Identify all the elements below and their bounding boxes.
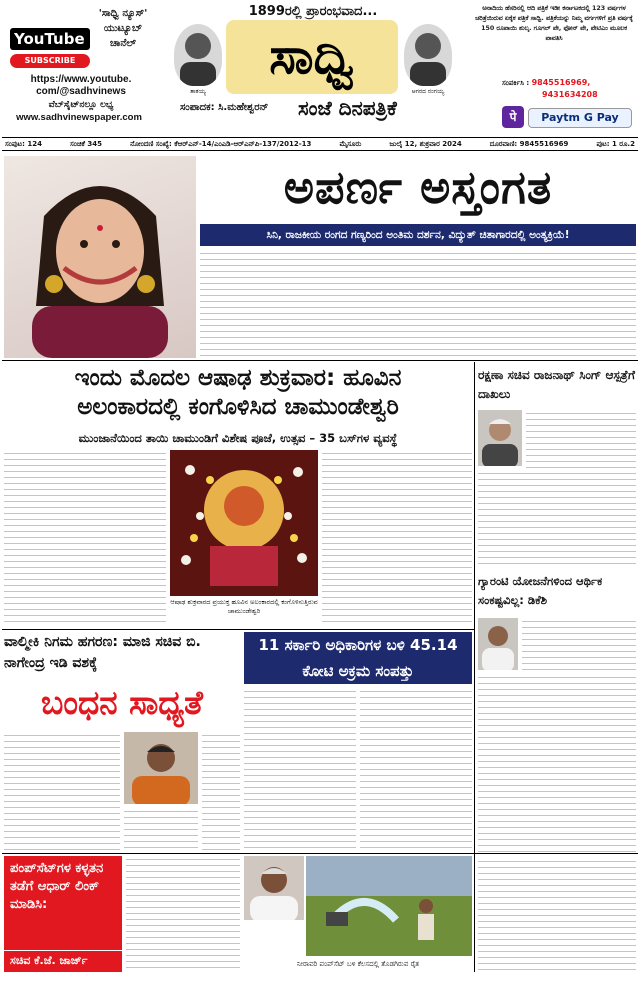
lead-photo xyxy=(4,156,196,358)
lead-body-text xyxy=(200,250,636,358)
section-rule xyxy=(2,629,474,630)
ashada-body-left xyxy=(4,450,166,626)
ashada-subhead: ಮುಂಜಾನೆಯಿಂದ ತಾಯಿ ಚಾಮುಂಡಿಗೆ ವಿಶೇಷ ಪೂಜೆ, ಉತ್ಸವ – 35 ಬಸ್‌ಗಳ ವ್ಯವಸ್ಥೆ xyxy=(78,431,398,445)
pumpset-body-right xyxy=(478,858,636,972)
phonepe-icon[interactable]: पे xyxy=(502,106,524,128)
contact-line: ಸಂಪರ್ಕಿಸಿ : 9845516969, xyxy=(502,78,591,87)
dkshi-photo xyxy=(478,618,518,670)
ashada-body-right xyxy=(322,450,472,626)
ashada-headline: ಇಂದು ಮೊದಲ ಆಷಾಢ ಶುಕ್ರವಾರ: ಹೂವಿನ ಅಲಂಕಾರದಲ್ಲಿ ಕಂಗೊಳಿಸಿದ ಚಾಮುಂಡೇಶ್ವರಿ xyxy=(74,365,402,420)
price: ಪುಟ: 1 ರೂ.2 xyxy=(596,139,635,148)
issue: ಸಂಚಿಕೆ 345 xyxy=(70,139,103,148)
rajnath-photo xyxy=(478,410,522,466)
website-label: ವೆಬ್‌ಸೈಟ್‌ನಲ್ಲೂ ಲಭ್ಯ xyxy=(48,100,114,110)
pumpset-photo xyxy=(306,856,472,956)
portrait-right-caption: ಆಗರದ ರಂಗಯ್ಯ xyxy=(411,88,445,95)
ashada-photo xyxy=(170,450,318,596)
website-url[interactable]: www.sadhvinewspaper.com xyxy=(16,112,142,123)
youtube-url[interactable]: https://www.youtube. com/@sadhvinews xyxy=(30,74,132,97)
pumpset-byline: ಸಚಿವ ಕೆ.ಜೆ. ಜಾರ್ಜ್ xyxy=(4,950,122,972)
subscribe-button[interactable]: SUBSCRIBE xyxy=(10,54,90,68)
lead-subhead: ಸಿನಿ, ರಾಜಕೀಯ ರಂಗದ ಗಣ್ಯರಿಂದ ಅಂತಿಮ ದರ್ಶನ, ವಿದ್ಯುತ್ ಚಿತಾಗಾರದಲ್ಲಿ ಅಂತ್ಯಕ್ರಿಯೆ! xyxy=(200,224,636,246)
promo-text: ಅನಾದಿಯ ಹೆಸರಿನಲ್ಲಿ ಆದಿ ಪತ್ರಿಕೆ ಇಡೀ ಕರ್ನಾಟಕದಲ್ಲಿ 123 ವರ್ಷಗಳ ಚರಿತ್ರೆಯಿರುವ ಏಕೈಕ ಪತ್ರಿಕೆ ಸಾಧ್ವಿ. ಪತ್ರಿಕೆಯನ್ನು ನಿಮ್ಮ ವರ್ಗಗಳಿಗೆ ಪ್ರತಿ ವರ್ಷಕ್ಕೆ 150 ರೂಪಾಯಿ ಶುಲ್ಕ. ಗೂಗಲ್ ಪೇ, ಫೋನ್ ಪೇ, ಪೇಟಿಎಂ ಮೂಲಕ ಪಾವತಿಸಿ xyxy=(475,5,633,42)
portrait-right xyxy=(404,24,452,86)
officers-headline: 11 ಸರ್ಕಾರಿ ಅಧಿಕಾರಿಗಳ ಬಳಿ 45.14 ಕೋಟಿ ಅಕ್ರಮ ಸಂಪತ್ತು xyxy=(244,632,472,684)
editor-line: ಸಂಪಾದಕ: ಸಿ.ಮಹೇಶ್ವರನ್ xyxy=(180,102,269,113)
phone: ದೂರವಾಣಿ: 9845516969 xyxy=(489,139,569,148)
channel-title: 'ಸಾಧ್ವಿ ನ್ಯೂಸ್' ಯುಟ್ಯೂಬ್ ಚಾನೆಲ್ xyxy=(98,8,148,49)
issue-info-bar xyxy=(2,137,638,151)
george-photo xyxy=(244,856,304,920)
volume: ಸಂಪುಟ: 124 xyxy=(5,139,42,148)
valmiki-body-left xyxy=(4,732,120,850)
masthead-logo: ಸಾಧ್ವಿ xyxy=(226,20,398,94)
valmiki-body-right xyxy=(202,732,240,850)
city: ಮೈಸೂರು xyxy=(339,139,362,148)
guarantee-headline: ಗ್ಯಾರಂಟಿ ಯೋಜನೆಗಳಿಂದ ಆರ್ಥಿಕ ಸಂಕಷ್ಟವಿಲ್ಲ: ಡಿಕೆಶಿ xyxy=(478,574,603,607)
youtube-promo xyxy=(4,2,154,125)
lead-headline: ಅಪರ್ಣ ಅಸ್ತಂಗತ xyxy=(283,160,553,214)
rajnath-body-top xyxy=(526,410,636,468)
masthead-logo-block xyxy=(168,2,458,127)
rajnath-body xyxy=(478,470,636,568)
rajnath-headline: ರಕ್ಷಣಾ ಸಚಿವ ರಾಜನಾಥ್ ಸಿಂಗ್ ಆಸ್ಪತ್ರೆಗೆ ದಾಖಲು xyxy=(478,368,635,401)
officers-body-col1 xyxy=(244,688,356,850)
nagendra-photo xyxy=(124,732,198,804)
guarantee-body xyxy=(478,674,636,854)
since-line: 1899ರಲ್ಲಿ ಪ್ರಾರಂಭವಾದ... xyxy=(248,4,378,19)
valmiki-headline: ವಾಲ್ಮೀಕಿ ನಿಗಮ ಹಗರಣ: ಮಾಜಿ ಸಚಿವ ಬಿ. ನಾಗೇಂದ್ರ ಇಡಿ ವಶಕ್ಕೆ xyxy=(4,634,201,671)
portrait-left xyxy=(174,24,222,86)
paper-type: ಸಂಜೆ ದಿನಪತ್ರಿಕೆ xyxy=(298,96,397,120)
portrait-left-caption: ತಾತಯ್ಯ xyxy=(190,88,206,95)
registration: ನೋಂದಣಿ ಸಂಖ್ಯೆ: ಕೆಆರ್‌ಎನ್-14/ಎಂಎಡಿ-ಆರ್‌ಎನ್‌ಪಿ-137/2012-13 xyxy=(130,139,312,148)
youtube-logo[interactable]: YouTube xyxy=(10,28,90,50)
valmiki-big-headline: ಬಂಧನ ಸಾಧ್ಯತೆ xyxy=(41,683,203,722)
pumpset-headline: ಪಂಪ್‌ಸೆಟ್‌ಗಳ ಕಳ್ಳತನ ತಡೆಗೆ ಆಧಾರ್ ಲಿಂಕ್ ಮಾಡಿಸಿ: xyxy=(4,856,122,950)
section-rule xyxy=(2,853,638,854)
valmiki-body-photo xyxy=(124,808,198,850)
ashada-photo-caption: ಆಷಾಢ ಶುಕ್ರವಾರದ ಪ್ರಯುಕ್ತ ಹೂವಿನ ಅಲಂಕಾರದಲ್ಲಿ ಕಂಗೊಳಿಸುತ್ತಿರುವ ಚಾಮುಂಡೇಶ್ವರಿ xyxy=(170,598,318,615)
date: ಜುಲೈ 12, ಶುಕ್ರವಾರ 2024 xyxy=(389,139,462,148)
guarantee-body-top xyxy=(522,618,636,672)
column-rule xyxy=(474,362,475,972)
section-rule xyxy=(2,360,638,361)
pumpset-body-left xyxy=(126,856,240,972)
payment-logos[interactable]: Paytm G Pay xyxy=(528,108,632,128)
officers-body-col2 xyxy=(360,688,472,850)
contact-phone2: 9431634208 xyxy=(542,90,598,99)
subscription-promo xyxy=(472,2,636,132)
pumpset-photo-caption: ನೀರಾವರಿ ಪಂಪ್‌ಸೆಟ್ ಬಳಿ ಕೆಲಸದಲ್ಲಿ ತೊಡಗಿರುವ ರೈತ xyxy=(296,960,419,968)
